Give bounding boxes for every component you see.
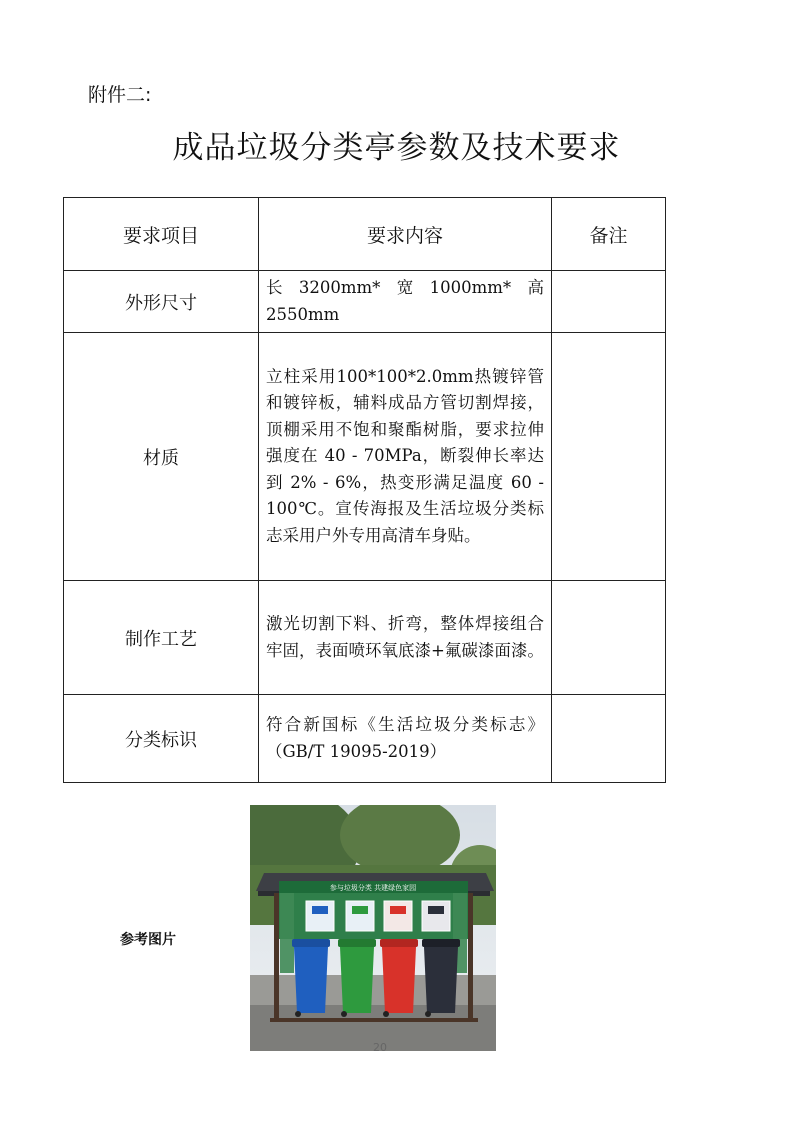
row-content: 激光切割下料、折弯，整体焊接组合牢固，表面喷环氧底漆+氟碳漆面漆。	[259, 581, 552, 695]
header-item: 要求项目	[64, 198, 259, 271]
row-note	[552, 333, 666, 581]
bin-green	[338, 939, 376, 1017]
table-row	[64, 333, 666, 581]
page-number: 20	[373, 1041, 387, 1054]
row-note	[552, 581, 666, 695]
row-note	[552, 695, 666, 783]
row-content: 长3200mm*宽1000mm*高2550mm	[259, 271, 552, 333]
header-note: 备注	[552, 198, 666, 271]
header-content: 要求内容	[259, 198, 552, 271]
reference-photo	[250, 805, 496, 1051]
row-item: 材质	[64, 333, 259, 581]
row-item: 制作工艺	[64, 581, 259, 695]
bin-blue	[292, 939, 330, 1017]
table-header-row	[64, 198, 666, 271]
table-row	[64, 271, 666, 333]
attachment-label: 附件二:	[88, 84, 152, 106]
row-item: 分类标识	[64, 695, 259, 783]
row-note	[552, 271, 666, 333]
bin-gray	[422, 939, 460, 1017]
spec-table	[63, 197, 666, 783]
row-content: 符合新国标《生活垃圾分类标志》（GB/T 19095-2019）	[259, 695, 552, 783]
table-row	[64, 581, 666, 695]
banner-text: 参与垃圾分类 共建绿色家园	[329, 884, 417, 892]
row-content: 立柱采用100*100*2.0mm热镀锌管和镀锌板，辅料成品方管切割焊接，顶棚采用不饱和聚酯树脂，要求拉伸强度在 40 - 70MPa，断裂伸长率达到 2% - 6%，热变形满足温度 60 - 100℃。宣传海报及生活垃圾分类标志采用户外专用高清车身贴。	[259, 333, 552, 581]
table-row	[64, 695, 666, 783]
reference-label: 参考图片	[120, 932, 176, 948]
bin-red	[380, 939, 418, 1017]
row-item: 外形尺寸	[64, 271, 259, 333]
page-title: 成品垃圾分类亭参数及技术要求	[172, 130, 621, 166]
